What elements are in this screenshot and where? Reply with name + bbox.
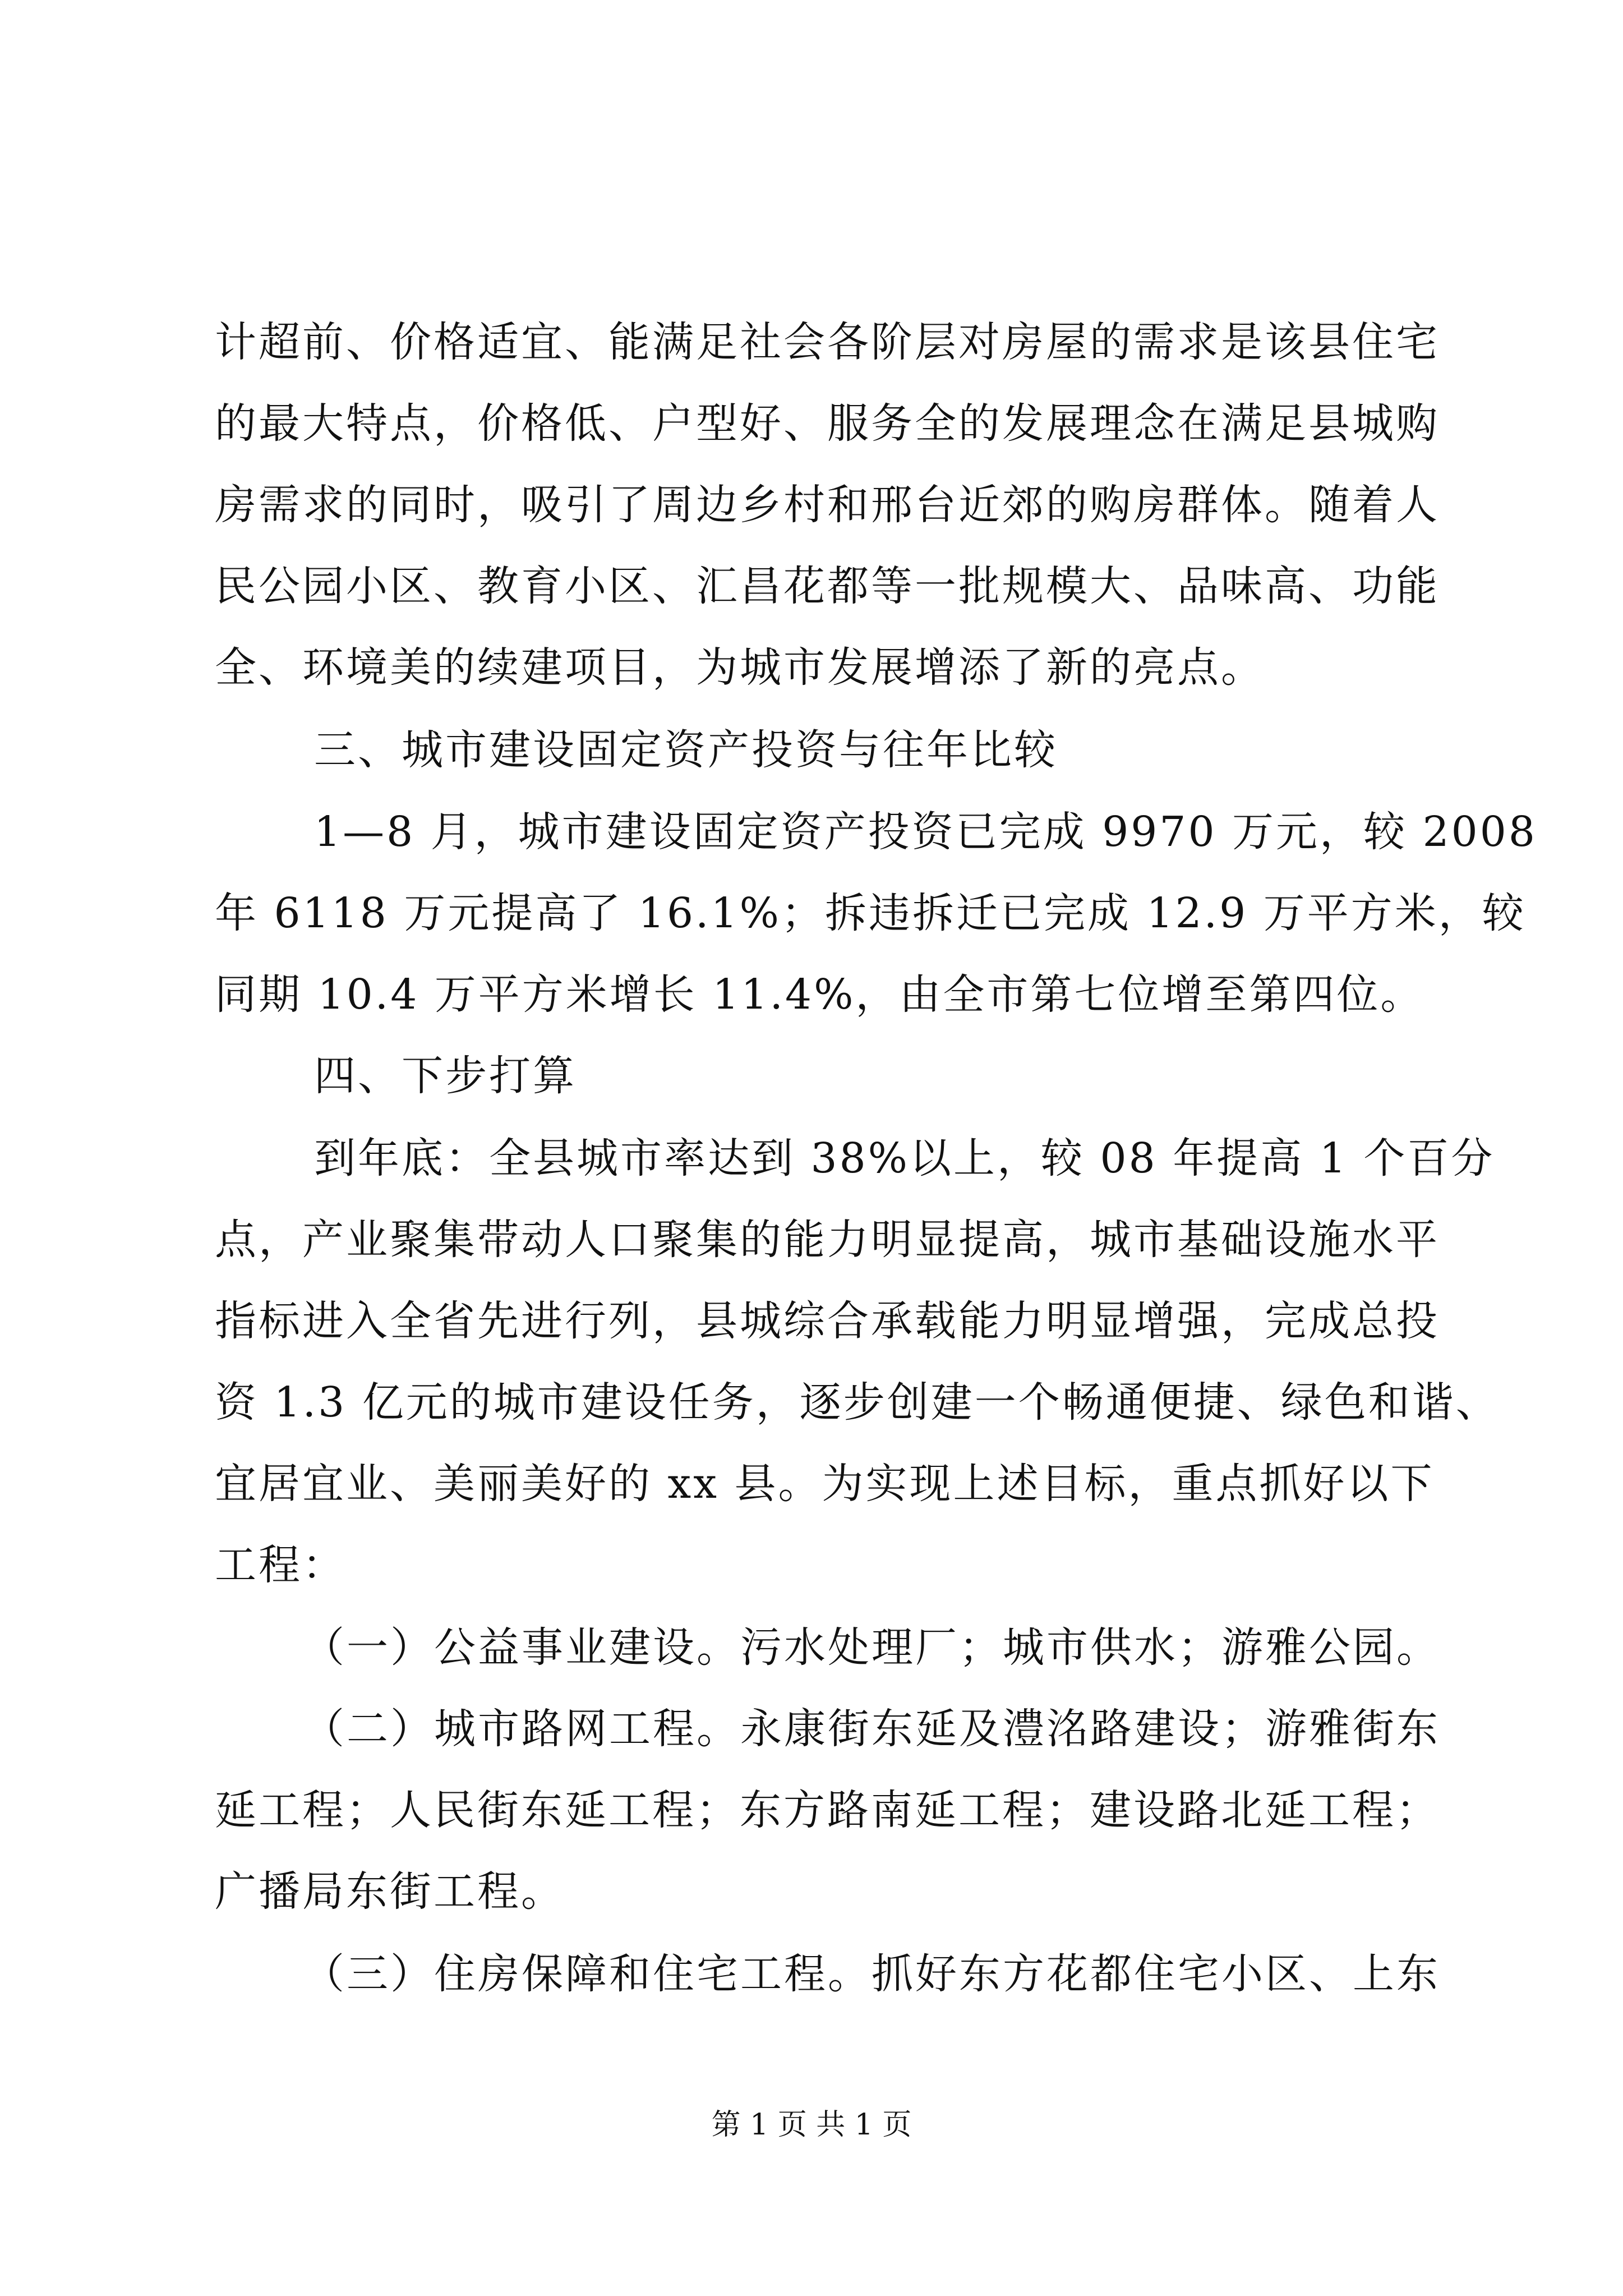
text-line: 资 1.3 亿元的城市建设任务，逐步创建一个畅通便捷、绿色和谐、: [215, 1378, 1500, 1427]
text-line: 1—8 月，城市建设固定资产投资已完成 9970 万元，较 2008: [314, 808, 1537, 856]
list-item-heading: （一）公益事业建设。污水处理厂；城市供水；游雅公园。: [303, 1623, 1440, 1672]
text-line: 点，产业聚集带动人口聚集的能力明显提高，城市基础设施水平: [215, 1216, 1440, 1264]
text-line: 同期 10.4 万平方米增长 11.4%，由全市第七位增至第四位。: [215, 970, 1424, 1019]
text-line: 延工程；人民街东延工程；东方路南延工程；建设路北延工程；: [215, 1786, 1440, 1834]
text-line: 房需求的同时，吸引了周边乡村和邢台近郊的购房群体。随着人: [215, 481, 1440, 529]
list-item-heading: （三）住房保障和住宅工程。抓好东方花都住宅小区、上东: [303, 1950, 1440, 1998]
text-line: 计超前、价格适宜、能满足社会各阶层对房屋的需求是该县住宅: [215, 318, 1440, 366]
text-line: 到年底：全县城市率达到 38%以上，较 08 年提高 1 个百分: [314, 1134, 1495, 1182]
list-item-heading: （二）城市路网工程。永康街东延及澧洺路建设；游雅街东: [303, 1705, 1440, 1753]
section-heading: 三、城市建设固定资产投资与往年比较: [314, 726, 1058, 774]
text-line: 宜居宜业、美丽美好的 xx 县。为实现上述目标，重点抓好以下: [215, 1460, 1435, 1508]
text-line: 年 6118 万元提高了 16.1%；拆违拆迁已完成 12.9 万平方米，较: [215, 889, 1526, 937]
text-line: 民公园小区、教育小区、汇昌花都等一批规模大、品味高、功能: [215, 562, 1440, 610]
text-line: 指标进入全省先进行列，县城综合承载能力明显增强，完成总投: [215, 1297, 1440, 1345]
text-line: 工程：: [215, 1541, 346, 1589]
text-line: 的最大特点，价格低、户型好、服务全的发展理念在满足县城购: [215, 399, 1440, 448]
page-footer: 第 1 页 共 1 页: [711, 2108, 912, 2142]
text-line: 广播局东街工程。: [215, 1867, 565, 1916]
section-heading: 四、下步打算: [314, 1052, 577, 1100]
text-line: 全、环境美的续建项目，为城市发展增添了新的亮点。: [215, 643, 1265, 692]
